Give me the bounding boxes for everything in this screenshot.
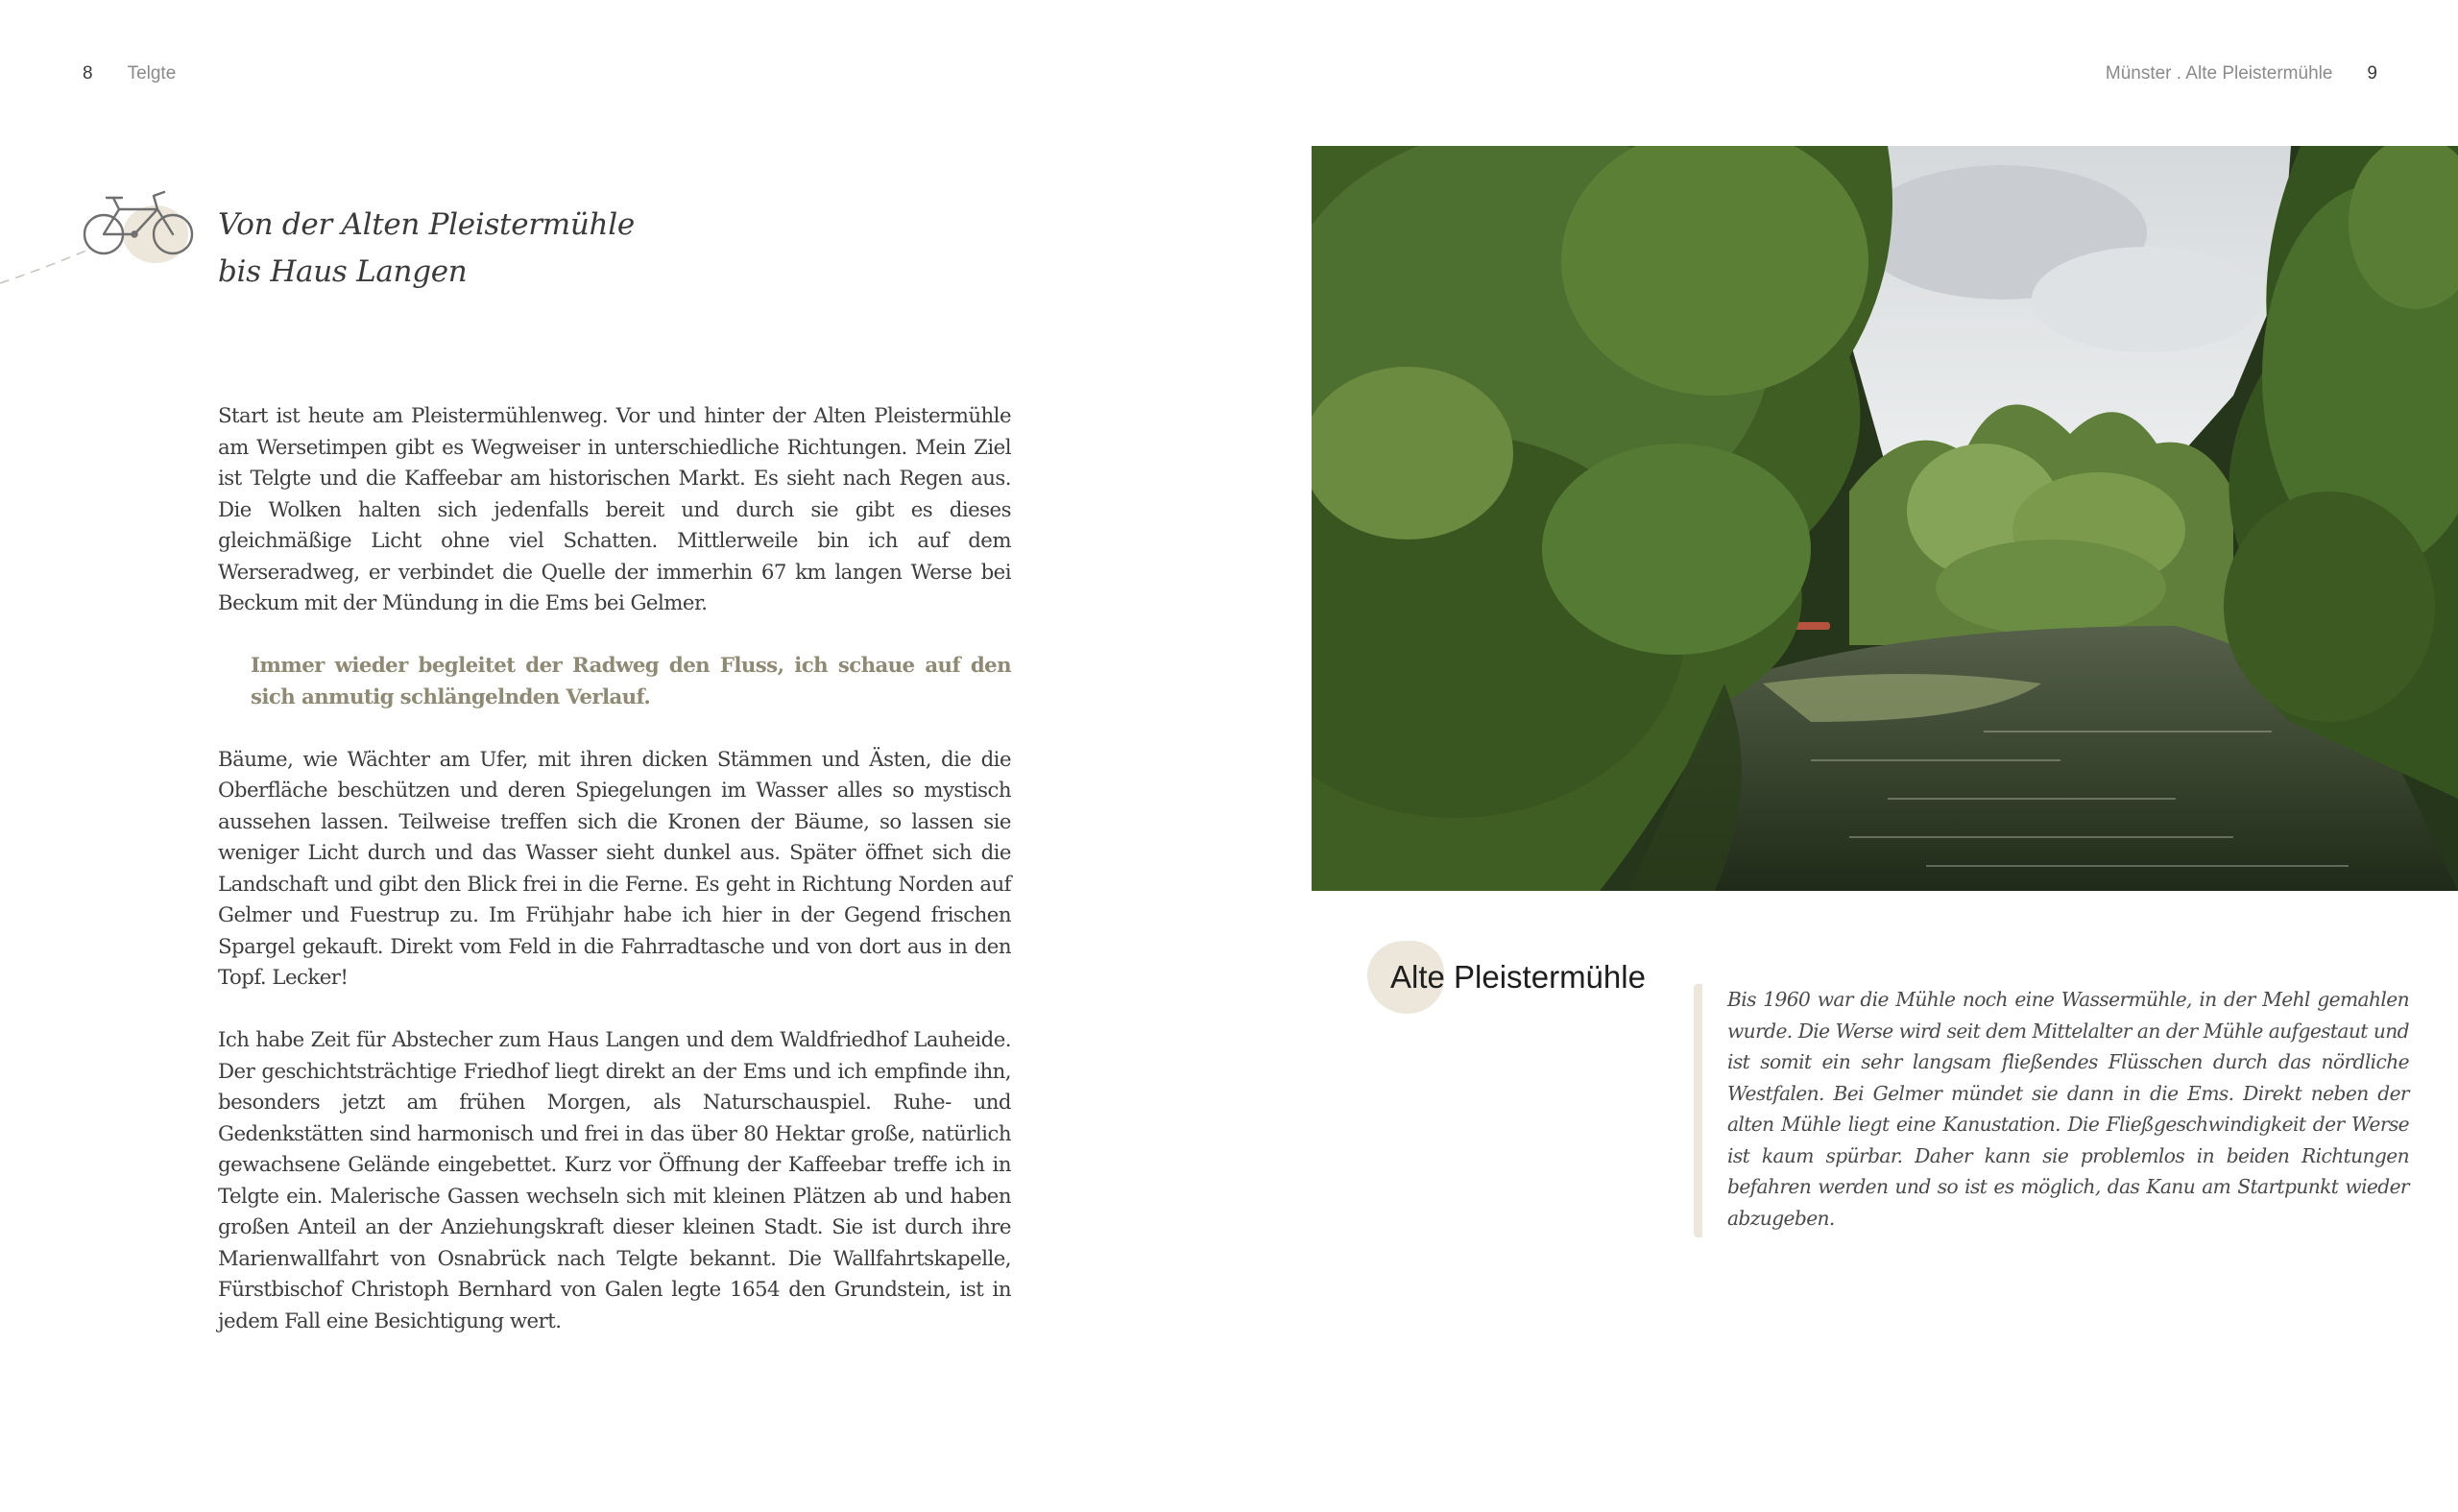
- info-text: Bis 1960 war die Mühle noch eine Wassermühle, in der Mehl gemahlen wurde. Die Werse wird seit dem Mittelalter an der Mühle aufgestaut und ist somit ein sehr langsam fließendes Flüsschen durch das nördliche Westfalen. Bei Gelmer mündet sie dann in die Ems. Direkt neben der alten Mühle liegt eine Kanustation. Die Fließgeschwindigkeit der Werse ist kaum spürbar. Daher kann sie problemlos in beiden Richtungen befahren werden und so ist es möglich, das Kanu am Startpunkt wieder abzugeben.: [1694, 984, 2409, 1237]
- left-page-number: 8: [83, 63, 93, 84]
- river-photo: [1312, 146, 2458, 891]
- article-title-line1: Von der Alten Pleistermühle: [218, 207, 635, 242]
- info-heading-label: Alte Pleistermühle: [1390, 959, 1646, 995]
- right-page-number: 9: [2367, 63, 2377, 84]
- paragraph: Bäume, wie Wächter am Ufer, mit ihren dicken Stämmen und Ästen, die die Oberfläche beschützen und deren Spiegelungen im Wasser alles so mystisch aussehen lassen. Teilweise treffen sich die Kronen der Bäume, so lassen sie weniger Licht durch und das Wasser sieht dunkel aus. Später öffnet sich die Landschaft und gibt den Blick frei in die Ferne. Es geht in Richtung Norden auf Gelmer und Fuestrup zu. Im Frühjahr habe ich hier in der Gegend frischen Spargel gekauft. Direkt vom Feld in die Fahrradtasche und von dort aus in den Topf. Lecker!: [218, 747, 1011, 990]
- article-title: [218, 202, 635, 296]
- info-heading: [1367, 941, 1646, 1014]
- article-body: [218, 401, 1011, 1369]
- article-title-line2: bis Haus Langen: [218, 254, 468, 289]
- left-running-header: [83, 63, 176, 84]
- paragraph: Start ist heute am Pleistermühlenweg. Vor und hinter der Alten Pleistermühle am Wersetimpen gibt es Wegweiser in unterschiedliche Richtungen. Mein Ziel ist Telgte und die Kaffeebar am historischen Markt. Es sieht nach Regen aus. Die Wolken halten sich jedenfalls bereit und durch sie gibt es dieses gleichmäßige Licht ohne viel Schatten. Mittlerweile bin ich auf dem Werseradweg, er verbindet die Quelle der immerhin 67 km langen Werse bei Beckum mit der Mündung in die Ems bei Gelmer.: [218, 404, 1011, 615]
- pull-quote: Immer wieder begleitet der Radweg den Fluss, ich schaue auf den sich anmutig schlängelnden Verlauf.: [251, 654, 1011, 709]
- right-running-header: [2106, 63, 2377, 84]
- bicycle-icon: [0, 173, 202, 288]
- right-running-title: Münster . Alte Pleistermühle: [2105, 63, 2333, 84]
- paragraph: Ich habe Zeit für Abstecher zum Haus Langen und dem Waldfriedhof Lauheide. Der geschichtsträchtige Friedhof liegt direkt an der Ems und ich empfinde ihn, besonders jetzt am frühen Morgen, als Naturschauspiel. Ruhe- und Gedenkstätten sind harmonisch und frei in das über 80 Hektar große, natürlich gewachsene Gelände eingebettet. Kurz vor Öffnung der Kaffeebar treffe ich in Telgte ein. Malerische Gassen wechseln sich mit kleinen Plätzen ab und haben großen Anteil an der Anziehungskraft dieser kleinen Stadt. Sie ist durch ihre Marienwallfahrt von Osnabrück nach Telgte bekannt. Die Wallfahrtskapelle, Fürstbischof Christoph Bernhard von Galen legte 1654 den Grundstein, ist in jedem Fall eine Besichtigung wert.: [218, 1028, 1011, 1333]
- left-running-title: Telgte: [127, 63, 177, 84]
